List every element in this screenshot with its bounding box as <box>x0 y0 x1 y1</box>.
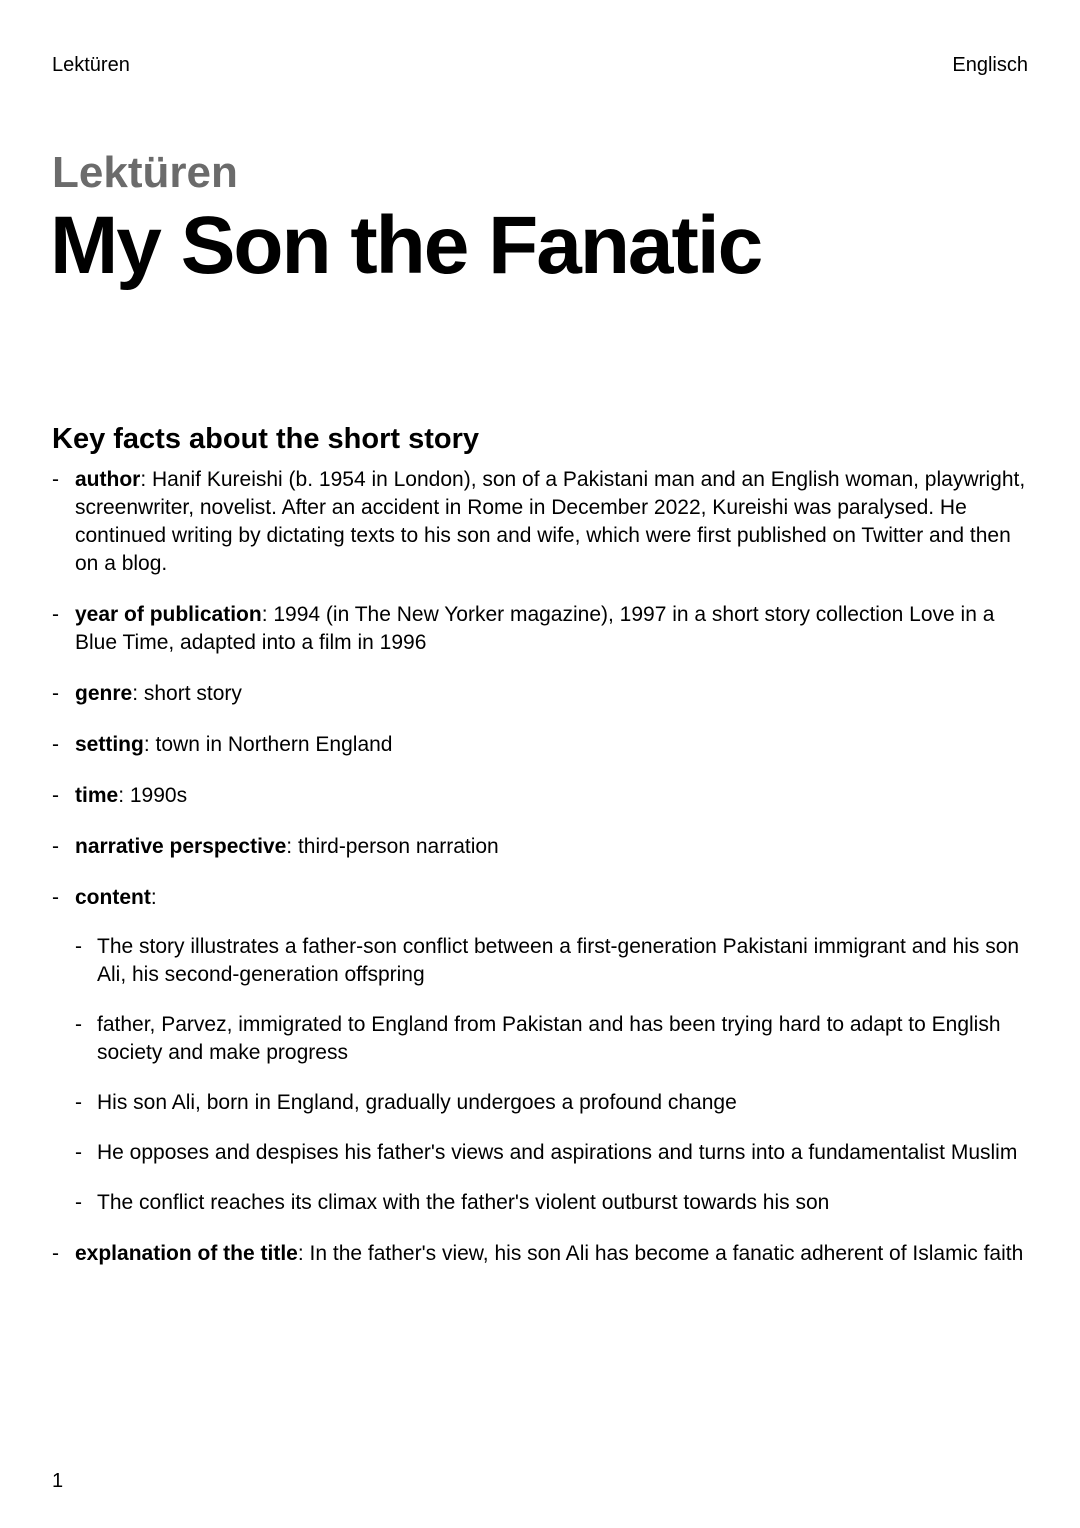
page-kicker: Lektüren <box>52 148 238 197</box>
fact-text: : 1990s <box>118 784 188 807</box>
page-title: My Son the Fanatic <box>50 200 762 291</box>
content-subitem <box>75 1011 1032 1067</box>
fact-author <box>52 466 1032 578</box>
fact-label: author <box>75 468 141 491</box>
dash-bullet: - <box>52 1242 59 1265</box>
dash-bullet: - <box>75 1013 82 1036</box>
content-subitem <box>75 1089 1032 1117</box>
subitem-text: The story illustrates a father-son conflict between a first-generation Pakistani immigrant and his son Ali, his second-generation offspring <box>97 935 1020 986</box>
key-facts-list <box>52 466 1032 1291</box>
section-heading: Key facts about the short story <box>52 423 480 455</box>
header-subject-left: Lektüren <box>52 54 130 76</box>
fact-text: : <box>150 886 157 909</box>
subitem-text: His son Ali, born in England, gradually undergoes a profound change <box>97 1091 737 1114</box>
fact-text: : 1994 (in The New Yorker magazine), 1997 in a short story collection Love in a Blue Time, adapted into a film in 1996 <box>75 603 995 654</box>
fact-label: setting <box>75 733 144 756</box>
page-number: 1 <box>52 1470 64 1492</box>
fact-genre <box>52 680 1032 708</box>
dash-bullet: - <box>52 603 59 626</box>
header-subject-right: Englisch <box>952 54 1028 76</box>
dash-bullet: - <box>52 468 59 491</box>
fact-label: narrative perspective <box>75 835 287 858</box>
fact-text: : third-person narration <box>286 835 499 858</box>
content-subitem <box>75 1139 1032 1167</box>
content-subitem <box>75 933 1032 989</box>
subitem-text: He opposes and despises his father's views and aspirations and turns into a fundamentalist Muslim <box>97 1141 1018 1164</box>
dash-bullet: - <box>75 1091 82 1114</box>
fact-time <box>52 782 1032 810</box>
fact-label: explanation of the title <box>75 1242 298 1265</box>
fact-setting <box>52 731 1032 759</box>
fact-narrative-perspective <box>52 833 1032 861</box>
fact-content <box>52 884 1032 1217</box>
dash-bullet: - <box>75 1191 82 1214</box>
fact-label: year of publication <box>75 603 262 626</box>
fact-year-of-publication <box>52 601 1032 657</box>
subitem-text: The conflict reaches its climax with the father's violent outburst towards his son <box>97 1191 830 1214</box>
fact-text: : short story <box>132 682 242 705</box>
dash-bullet: - <box>52 886 59 909</box>
fact-explanation-of-title <box>52 1240 1032 1268</box>
dash-bullet: - <box>52 682 59 705</box>
content-sublist <box>75 933 1032 1217</box>
subitem-text: father, Parvez, immigrated to England from Pakistan and has been trying hard to adapt to English society and make progress <box>97 1013 1001 1064</box>
fact-label: time <box>75 784 119 807</box>
fact-label: content <box>75 886 151 909</box>
dash-bullet: - <box>75 1141 82 1164</box>
fact-label: genre <box>75 682 133 705</box>
dash-bullet: - <box>52 784 59 807</box>
content-subitem <box>75 1189 1032 1217</box>
fact-text: : In the father's view, his son Ali has become a fanatic adherent of Islamic faith <box>297 1242 1024 1265</box>
fact-text: : Hanif Kureishi (b. 1954 in London), son of a Pakistani man and an English woman, playwright, screenwriter, novelist. After an accident in Rome in December 2022, Kureishi was paralysed. He continued writing by dictating texts to his son and wife, which were first published on Twitter and then on a blog. <box>75 468 1026 575</box>
fact-text: : town in Northern England <box>143 733 393 756</box>
dash-bullet: - <box>52 835 59 858</box>
dash-bullet: - <box>75 935 82 958</box>
dash-bullet: - <box>52 733 59 756</box>
